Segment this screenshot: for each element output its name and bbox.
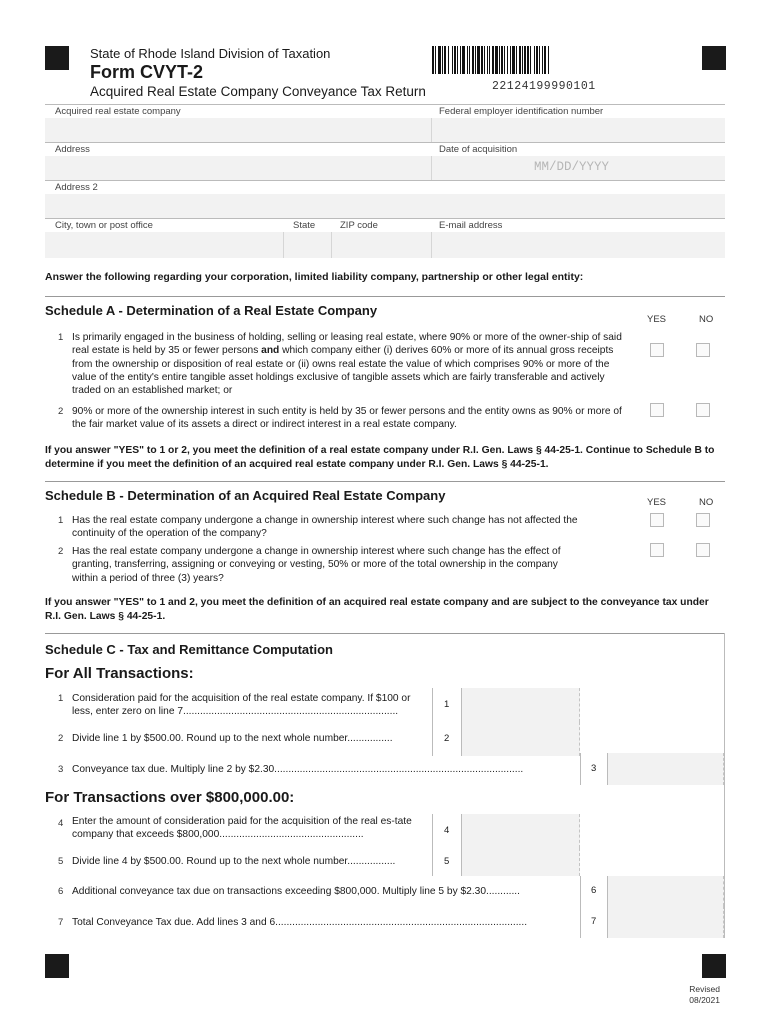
field-row-city <box>45 218 725 258</box>
line-1-text: Consideration paid for the acquisition of the real estate company. If $100 or less, enter zero on line 7............................................................................ <box>72 693 411 717</box>
form-title: Acquired Real Estate Company Conveyance Tax Return <box>90 84 426 99</box>
divider <box>45 296 725 297</box>
date-placeholder: MM/DD/YYYY <box>534 160 610 174</box>
schedule-a-q1-text: Is primarily engaged in the business of holding, selling or leasing real estate, where 90% or more of the owner-ship of said real estate is held by 35 or fewer persons and which company either (i) derives 60% or more of its annual gross receipts from the ownership or disposition of real estate or (ii) owns real estate the value of which comprises 90% or more of the value of the entity's entire tangible asset holdings exclusive of tangible assets which are fairly transferable and actively traded on an established market; or <box>72 332 622 397</box>
state-label: State <box>293 220 316 231</box>
line-2-amount-input[interactable] <box>462 722 580 756</box>
schedule-a-title: Schedule A - Determination of a Real Estate Company <box>45 303 378 318</box>
divider <box>45 633 725 634</box>
date-label: Date of acquisition <box>439 144 518 155</box>
field-row-company <box>45 104 725 142</box>
schedule-a-q1-number: 1 <box>58 332 64 343</box>
schedule-b-no-header: NO <box>699 497 714 508</box>
schedule-a-note: If you answer "YES" to 1 or 2, you meet the definition of a real estate company under R.I. Gen. Laws § 44-25-1. Continue to Schedule B to determine if you meet the definition of an acquired real estate company under R.I. Gen. Laws § 44-25-1. <box>45 445 715 470</box>
address2-input[interactable] <box>45 194 725 218</box>
line-4-number: 4 <box>58 818 64 829</box>
line-7-box-label-cell: 7 <box>580 906 608 938</box>
registration-mark-bottom-right <box>702 954 726 978</box>
city-input[interactable] <box>45 232 283 258</box>
schedule-b-title: Schedule B - Determination of an Acquired Real Estate Company <box>45 488 446 503</box>
schedule-a-q2-text: 90% or more of the ownership interest in such entity is held by 35 or fewer persons and the entity owns as 90% or more of the fair market value of its assets a direct or indirect interest in a real estate company. <box>72 406 622 431</box>
barcode-bar <box>549 46 550 74</box>
schedule-a-q2-yes-checkbox[interactable] <box>650 403 664 417</box>
address-input[interactable] <box>45 156 431 180</box>
schedule-c-right-border <box>724 633 725 938</box>
revised-date: 08/2021 <box>689 995 720 1005</box>
schedule-b-q2-no-checkbox[interactable] <box>696 543 710 557</box>
schedule-b-note: If you answer "YES" to 1 and 2, you meet the definition of an acquired real estate company and are subject to the conveyance tax under R.I. Gen. Laws § 44-25-1. <box>45 597 709 622</box>
line-1-amount-input[interactable] <box>462 688 580 722</box>
line-3-text: Conveyance tax due. Multiply line 2 by $2.30........................................................................................ <box>72 764 524 775</box>
line-6-number: 6 <box>58 886 64 897</box>
form-number: Form CVYT-2 <box>90 62 204 82</box>
schedule-a-q1-yes-checkbox[interactable] <box>650 343 664 357</box>
schedule-a-q2-no-checkbox[interactable] <box>696 403 710 417</box>
line-5-amount-input[interactable] <box>462 848 580 876</box>
fein-input[interactable] <box>431 118 725 142</box>
company-label: Acquired real estate company <box>55 106 181 117</box>
over-800k-title: For Transactions over $800,000.00: <box>45 789 295 806</box>
agency-name: State of Rhode Island Division of Taxation <box>90 46 331 61</box>
line-3-box-label-cell: 3 <box>580 753 608 785</box>
schedule-b-q1-number: 1 <box>58 515 64 526</box>
line-5-box-label-cell: 5 <box>432 848 462 876</box>
line-5-number: 5 <box>58 856 64 867</box>
barcode-number: 22124199990101 <box>492 80 596 93</box>
divider <box>45 481 725 482</box>
line-2-box-label-cell: 2 <box>432 722 462 756</box>
line-4-box-label-cell: 4 <box>432 814 462 848</box>
registration-mark-top-left <box>45 46 69 70</box>
company-input[interactable] <box>45 118 431 142</box>
line-4-amount-input[interactable] <box>462 814 580 848</box>
barcode <box>432 46 662 74</box>
line-1-box-label-cell: 1 <box>432 688 462 722</box>
registration-mark-bottom-left <box>45 954 69 978</box>
schedule-c-title: Schedule C - Tax and Remittance Computation <box>45 642 333 657</box>
all-transactions-title: For All Transactions: <box>45 665 194 682</box>
line-5-text: Divide line 4 by $500.00. Round up to the next whole number................. <box>72 856 396 867</box>
field-row-address <box>45 142 725 180</box>
line-7-number: 7 <box>58 917 64 928</box>
instructions: Answer the following regarding your corporation, limited liability company, partnership or other legal entity: <box>45 271 584 283</box>
revision-note <box>689 984 720 1006</box>
line-6-amount-input[interactable] <box>608 876 724 906</box>
schedule-b-q2-number: 2 <box>58 546 64 557</box>
date-input[interactable] <box>431 156 725 180</box>
line-7-text: Total Conveyance Tax due. Add lines 3 and 6......................................................................................... <box>72 917 528 928</box>
state-input[interactable] <box>283 232 331 258</box>
schedule-a-yes-header: YES <box>647 314 667 325</box>
schedule-a-no-header: NO <box>699 314 714 325</box>
schedule-b-q1-text: Has the real estate company undergone a change in ownership interest where such change has not affected the continuity of the operation of the company? <box>72 515 578 540</box>
schedule-b-q1-yes-checkbox[interactable] <box>650 513 664 527</box>
line-3-number: 3 <box>58 764 64 775</box>
registration-mark-top-right <box>702 46 726 70</box>
line-2-number: 2 <box>58 733 64 744</box>
field-row-address2 <box>45 180 725 218</box>
schedule-b-q2-text: Has the real estate company undergone a change in ownership interest where such change has the effect of granting, transferring, assigning or conveying or vesting, 50% or more of the total ownership in the company within a period of three (3) years? <box>72 546 561 584</box>
zip-label: ZIP code <box>340 220 378 231</box>
revised-label: Revised <box>689 984 720 994</box>
schedule-a-q2-number: 2 <box>58 406 64 417</box>
city-label: City, town or post office <box>55 220 153 231</box>
email-input[interactable] <box>431 232 725 258</box>
line-4-text: Enter the amount of consideration paid for the acquisition of the real es-tate company that exceeds $800,000................................................... <box>72 816 412 840</box>
line-6-box-label-cell: 6 <box>580 876 608 906</box>
schedule-b-q1-no-checkbox[interactable] <box>696 513 710 527</box>
line-6-text: Additional conveyance tax due on transactions exceeding $800,000. Multiply line 5 by $2.30............ <box>72 886 520 897</box>
fein-label: Federal employer identification number <box>439 106 604 117</box>
zip-input[interactable] <box>331 232 431 258</box>
address-label: Address <box>55 144 90 155</box>
schedule-b-yes-header: YES <box>647 497 667 508</box>
line-7-amount-input[interactable] <box>608 906 724 938</box>
schedule-b-q2-yes-checkbox[interactable] <box>650 543 664 557</box>
line-3-amount-input[interactable] <box>608 753 724 785</box>
schedule-a-q1-no-checkbox[interactable] <box>696 343 710 357</box>
email-label: E-mail address <box>439 220 503 231</box>
line-1-number: 1 <box>58 693 64 704</box>
address2-label: Address 2 <box>55 182 98 193</box>
line-2-text: Divide line 1 by $500.00. Round up to the next whole number................ <box>72 733 393 744</box>
